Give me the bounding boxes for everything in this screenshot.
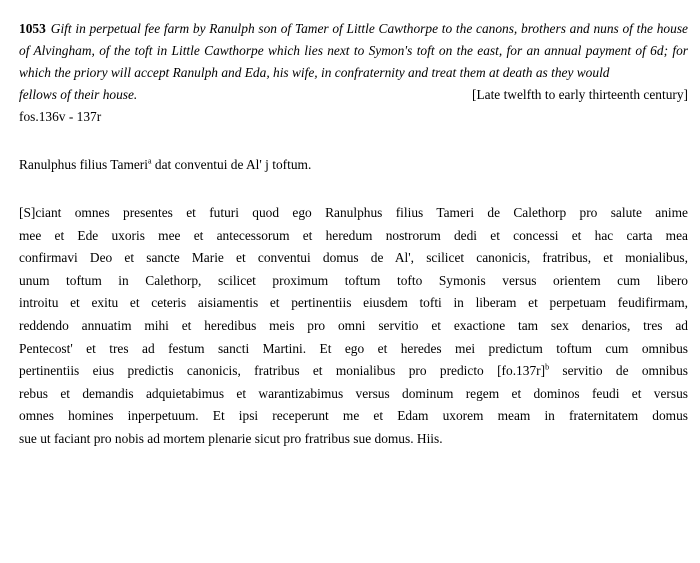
- charter-line-7: Pentecost' et tres ad festum sancti Martini. Et ego et heredes mei predictum toftum cum omnibus: [19, 340, 688, 356]
- entry-heading-last-row: [19, 84, 688, 106]
- rubric-text-before: Ranulphus filius Tameri: [19, 157, 148, 172]
- charter-line-5: introitu et exitu et ceteris aisiamentis et pertinentiis eiusdem tofti in liberam et perpetuam feudifirmam,: [19, 295, 688, 311]
- entry-title-line-2: house of Alvingham, of the toft in Little Cawthorpe which lies next to Symon's toft on the east, for an annual payment of: [19, 21, 688, 58]
- entry-date: [Late twelfth to early thirteenth century]: [471, 87, 688, 102]
- folio-reference: fos.136v - 137r: [19, 109, 102, 124]
- charter-line-9: rebus et demandis adquietabimus et warantizabimus versus dominum regem et dominos feudi et versus: [19, 385, 688, 401]
- rubric-text-after: dat conventui de Al' j toftum.: [151, 157, 312, 172]
- charter-line-4: unum toftum in Calethorp, scilicet proximum toftum tofto Symonis versus orientem cum libero: [19, 272, 688, 288]
- entry-heading: [19, 18, 688, 84]
- charter-footnote-marker: b: [545, 362, 550, 372]
- rubric-footnote-marker: a: [148, 156, 152, 166]
- charter-line-8-before: pertinentiis eius predictis canonicis, fratribus et monialibus pro predicto [fo.137r]: [19, 363, 546, 379]
- entry-number: 1053: [19, 21, 46, 36]
- charter-line-8: [19, 360, 688, 383]
- charter-line-6: reddendo annuatim mihi et heredibus meis pro omni servitio et exactione tam sex denarios, tres ad: [19, 317, 688, 333]
- charter-line-11: sue ut faciant pro nobis ad mortem plenarie sicut pro fratribus sue domus. Hiis.: [19, 430, 443, 446]
- rubric: [19, 154, 688, 176]
- charter-line-3: confirmavi Deo et sancte Marie et conventui domus de Al', scilicet canonicis, fratribus, et monialibus,: [19, 250, 688, 266]
- entry-title-line-3: 6d; for which the priory will accept Ranulph and Eda, his wife, in confraternity and treat them at death as they would: [19, 43, 688, 80]
- charter-line-2: mee et Ede uxoris mee et antecessorum et heredum nostrorum dedi et concessi et hac carta mea: [19, 227, 688, 243]
- charter-line-8-after: servitio de omnibus: [549, 363, 688, 379]
- entry-title-line-1: Gift in perpetual fee farm by Ranulph son of Tamer of Little Cawthorpe to the canons, brothers and nuns of the: [50, 21, 653, 36]
- charter-line-10: omnes homines inperpetuum. Et ipsi receperunt me et Edam uxorem meam in fraternitatem domus: [19, 408, 688, 424]
- charter-text: [19, 202, 688, 451]
- entry-title-line-4: fellows of their house.: [19, 87, 138, 102]
- charter-line-1: [S]ciant omnes presentes et futuri quod ego Ranulphus filius Tameri de Calethorp pro salute anime: [19, 205, 688, 220]
